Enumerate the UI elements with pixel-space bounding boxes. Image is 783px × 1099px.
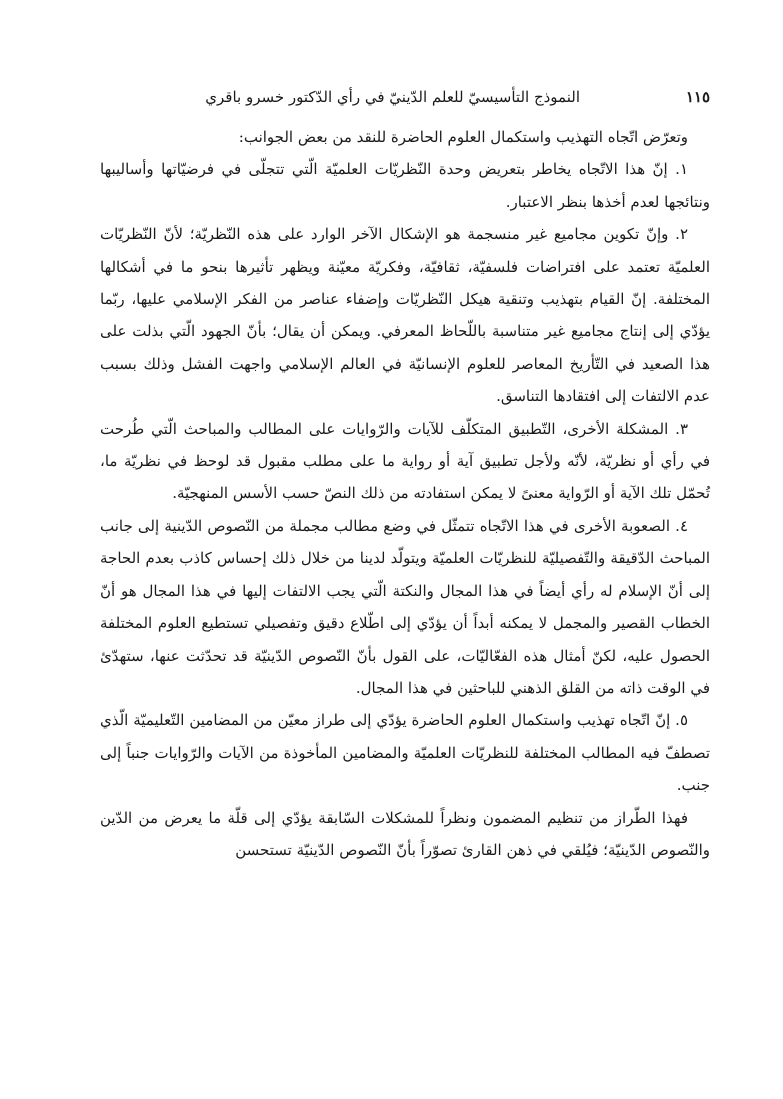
body-text xyxy=(100,121,710,866)
running-header-title: النموذج التأسيسيّ للعلم الدّينيّ في رأي الدّكتور خسرو باقري xyxy=(205,88,580,106)
intro-paragraph: وتعرّض اتّجاه التهذيب واستكمال العلوم الحاضرة للنقد من بعض الجوانب: xyxy=(238,128,688,146)
point-3-paragraph: ٣. المشكلة الأخرى، التّطبيق المتكلّف للآيات والرّوايات على المطالب والمباحث الّتي طُرحت في رأي أو نظريّة، لأنّه ولأجل تطبيق آية أو رواية ما على مطلب مقبول قد لوحظ في نظريّة ما، تُحمّل تلك الآية أو الرّواية معنىً لا يمكن استفادته من ذلك النصّ حسب الأسس المنهجيّة. xyxy=(100,419,710,503)
point-1-paragraph: ١. إنّ هذا الاتّجاه يخاطر بتعريض وحدة النّظريّات العلميّة الّتي تتجلّى في فرضيّاتها وأساليبها ونتائجها لعدم أخذها بنظر الاعتبار. xyxy=(100,160,710,211)
closing-paragraph: فهذا الطّراز من تنظيم المضمون ونظراً للمشكلات السّابقة يؤدّي إلى قلّة ما يعرض من الدّين والنّصوص الدّينيّة؛ فيُلقي في ذهن القارئ تصوّراً بأنّ النّصوص الدّينيّة تستحسن xyxy=(100,808,710,859)
point-5-paragraph: ٥. إنّ اتّجاه تهذيب واستكمال العلوم الحاضرة يؤدّي إلى طراز معيّن من المضامين التّعليميّة الّذي تصطفّ فيه المطالب المختلفة للنظريّات العلميّة والمضامين المأخوذة من الآيات والرّوايات جنباً إلى جنب. xyxy=(100,711,710,795)
point-2-paragraph: ٢. وإنّ تكوين مجاميع غير منسجمة هو الإشكال الآخر الوارد على هذه النّظريّة؛ لأنّ النّظريّات العلميّة تعتمد على افتراضات فلسفيّة، ثقافيّة، وفكريّة معيّنة ويظهر تأثيرها بنحو ما في أشكالها المختلفة. إنّ القيام بتهذيب وتنقية هيكل النّظريّات وإضفاء عناصر من الفكر الإسلامي عليها، ربّما يؤدّي إلى إنتاج مجاميع غير متناسبة باللّحاظ المعرفي. ويمكن أن يقال؛ بأنّ الجهود الّتي بذلت على هذا الصعيد في التّأريخ المعاصر للعلوم الإنسانيّة في العالم الإسلامي واجهت الفشل وذلك بسبب عدم الالتفات إلى افتقادها التناسق. xyxy=(100,225,710,406)
point-4-paragraph: ٤. الصعوبة الأخرى في هذا الاتّجاه تتمثّل في وضع مطالب مجملة من النّصوص الدّينية إلى جانب المباحث الدّقيقة والتّفصيليّة للنظريّات العلميّة ويتولّد لدينا من خلال ذلك إحساس كاذب بعدم الحاجة إلى أنّ الإسلام له رأي أيضاً في هذا المجال والنكتة الّتي يجب الالتفات إليها في هذا المجال هو أنّ الخطاب القصير والمجمل لا يمكنه أبداً أن يؤدّي إلى اطّلاع دقيق وتفصيلي تستطيع العلوم المختلفة الحصول عليه، لكنّ أمثال هذه الفعّاليّات، على القول بأنّ النّصوص الدّينيّة قد تحدّثت عنها، ستهدّئ في الوقت ذاته من القلق الذهني للباحثين في هذا المجال. xyxy=(100,516,710,697)
running-header xyxy=(110,84,710,110)
page-number: ١١٥ xyxy=(685,88,710,106)
